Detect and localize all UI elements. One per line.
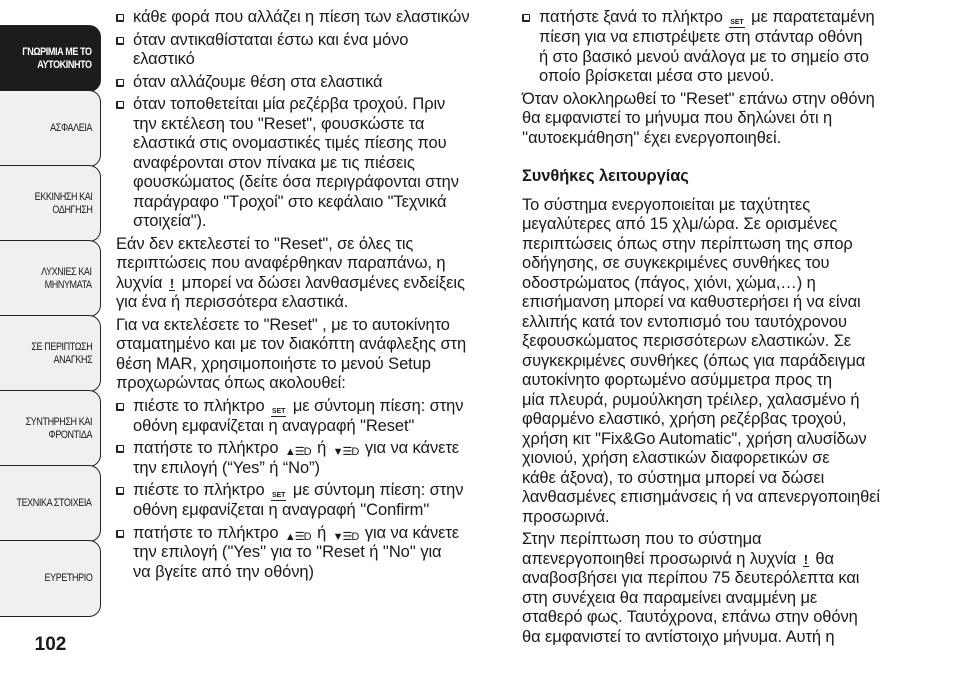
text-line [116,274,516,294]
chapter-tab[interactable] [0,390,101,467]
text-segment: με παρατεταμένη [746,8,875,26]
bullet-square-icon [116,530,124,538]
text-line [522,530,942,550]
text-segment: ή [312,439,331,457]
text-line [522,430,942,450]
text-segment: στη συνέχεια θα παραμείνει αναμμένη με [522,588,818,607]
text-line [522,469,942,489]
text-line [133,524,516,544]
chapter-tab-label: ΕΥΡΕΤΗΡΙΟ [44,572,92,584]
text-line [522,410,942,430]
text-line [116,335,516,355]
text-line [133,481,516,501]
chapter-tab-label: ΓΝΩΡΙΜΙΑ ΜΕ ΤΟ ΑΥΤΟΚΙΝΗΤΟ [22,45,92,71]
chapter-tab[interactable] [0,90,101,167]
text-segment: προχωρώντας όπως ακολουθεί: [116,374,346,392]
text-line [522,254,942,274]
paragraph [116,235,516,313]
text-segment: θέση MAR, χρησιμοποιήστε το μενού Setup [116,354,431,373]
text-line [133,397,516,417]
text-segment: μεγαλύτερες από 15 χλμ/ώρα. Σε ορισμένες [522,215,838,233]
text-line [522,628,942,648]
text-segment: οποίο βρίσκεται μέσα στο μενού. [539,67,775,85]
text-line [522,332,942,352]
text-line [133,417,516,437]
bullet-item [116,73,516,93]
text-segment: λανθασμένες επισημάνσεις ή να απενεργοποιηθεί [522,488,880,506]
text-segment: πατήστε το πλήκτρο [133,439,283,457]
text-segment: φθαρμένο ελαστικό, χρήση ρεζέρβας τροχού, [522,410,847,428]
text-line [133,543,516,563]
text-segment: κάθε άξονα), το σύστημα μπορεί να δώσει [522,468,825,487]
text-segment: χιονιού, χρήση ελαστικών διαφορετικών σε [522,449,830,467]
text-segment: όταν τοποθετείται μία ρεζέρβα τροχού. Πριν [133,95,446,113]
bullet-item [116,481,516,521]
text-line [133,193,516,213]
text-segment: θα [810,549,834,568]
paragraph [116,316,516,394]
text-line [522,569,942,589]
text-line [539,67,942,87]
text-segment: την εκτέλεση του "Reset", φουσκώστε τα [133,114,425,133]
tyre-pressure-warning-icon: ! [169,275,175,291]
text-line [133,563,516,583]
text-line [522,391,942,411]
text-line [522,589,942,609]
chapter-tab[interactable] [0,465,101,542]
bullet-item [116,524,516,583]
text-segment: αυτοκίνητο φορτωμένο ασύμμετρα προς τη [522,371,832,389]
page-number: 102 [34,634,67,655]
chapter-tab-label: ΤΕΧΝΙΚΑ ΣΤΟΙΧΕΙΑ [16,497,92,509]
text-segment: ή στο βασικό μενού ανάλογα με το σημείο στο [539,47,869,66]
bullet-square-icon [116,37,124,45]
chapter-tab[interactable] [0,25,101,92]
text-segment: να βγείτε από την οθόνη) [133,562,314,581]
text-segment: αναφέρονται στον πίνακα με τις πιέσεις [133,153,415,172]
text-line [522,274,942,294]
text-line [133,8,516,28]
text-segment: περιπτώσεις που αναφέρθηκαν παραπάνω, η [116,254,446,272]
text-line [522,167,942,187]
text-line [116,235,516,255]
text-line [522,488,942,508]
paragraph [522,90,942,149]
bullet-item [116,95,516,232]
text-segment: αναβοσβήσει για περίπου 75 δευτερόλεπτα και [522,569,860,587]
text-segment: ''αυτοεκμάθηση'' έχει ενεργοποιηθεί. [522,128,782,147]
text-segment: ξεφουσκώματος περισσότερων ελαστικών. Σε [522,332,852,350]
text-line [133,439,516,459]
right-column [522,8,942,650]
text-line [133,73,516,93]
text-segment: ελαστικά στις ονομαστικές τιμές πίεσης που [133,134,447,152]
up-arrow-button-icon: ▲☰D [284,446,311,458]
text-segment: προσωρινά. [522,507,610,526]
text-segment: για να κάνετε [360,439,460,457]
bullet-square-icon [116,101,124,109]
up-arrow-button-icon: ▲☰D [284,530,311,543]
text-segment: μία πλευρά, ρυμούλκηση τρέιλερ, χαλασμένο ή [522,390,860,409]
text-segment: όταν αλλάζουμε θέση στα ελαστικά [133,72,383,91]
text-segment: Εάν δεν εκτελεστεί το "Reset", σε όλες τις [116,234,414,253]
text-line [522,449,942,469]
text-line [133,154,516,174]
tyre-pressure-warning-icon: ! [803,551,808,567]
text-segment: ελλιπής κατά τον εντοπισμό του ταυτόχρονου [522,312,847,331]
chapter-tab-label: ΣΥΝΤΗΡΗΣΗ ΚΑΙ ΦΡΟΝΤΙΔΑ [25,415,92,441]
text-line [116,355,516,375]
chapter-tab[interactable] [0,165,101,242]
text-segment: απενεργοποιηθεί προσωρινά η λυχνία [522,549,801,568]
paragraph [522,530,942,647]
bullet-item [116,8,516,28]
bullet-square-icon [116,79,124,87]
text-segment: πατήστε ξανά το πλήκτρο [539,8,728,26]
text-segment: την επιλογή (''Yes'' για το ''Reset ή ''No'' για [133,543,442,561]
text-segment: λυχνία [116,273,167,292]
section-heading [522,167,942,187]
text-line [116,374,516,394]
text-line [522,313,942,333]
text-line [522,90,942,110]
text-line [522,196,942,216]
text-segment: κάθε φορά που αλλάζει η πίεση των ελαστικών [133,8,470,26]
text-line [133,31,516,51]
text-segment: συγκεκριμένες συνθήκες (όπως για παράδειγμα [522,351,866,370]
text-segment: στοιχεία"). [133,212,207,230]
text-segment: οθόνη εμφανίζεται η αναγραφή "Reset" [133,416,415,435]
bullet-square-icon [116,445,124,453]
paragraph [522,196,942,528]
set-button-icon: SET [272,407,286,415]
text-segment: πιέστε το πλήκτρο [133,481,270,499]
bullet-square-icon [116,14,124,22]
chapter-tab[interactable] [0,540,101,617]
text-segment: χρήση κιτ "Fix&Go Automatic", χρήση αλυσίδων [522,429,867,448]
bullet-item [116,31,516,70]
text-segment: επισήμανση μπορεί να καθυστερήσει ή να είναι [522,293,861,311]
text-line [133,212,516,232]
text-segment: θα εμφανιστεί το μήνυμα που δηλώνει ότι η [522,109,833,127]
chapter-tabs [0,25,101,617]
text-line [133,95,516,115]
bullet-item [116,397,516,437]
text-segment: οθόνη εμφανίζεται η αναγραφή ''Confirm'' [133,501,430,519]
set-button-icon: SET [272,492,286,499]
text-line [522,550,942,570]
down-arrow-button-icon: ▼☰D [332,530,359,543]
text-segment: για ένα ή περισσότερα ελαστικά. [116,293,349,311]
text-segment: θα εμφανιστεί το αντίστοιχο μήνυμα. Αυτή η [522,627,835,646]
text-segment: όταν αντικαθίσταται έστω και ένα μόνο [133,30,409,49]
chapter-tab[interactable] [0,240,101,317]
bullet-square-icon [116,487,124,495]
chapter-tab-label: ΣΕ ΠΕΡΙΠΤΩΣΗ ΑΝΑΓΚΗΣ [31,340,92,366]
chapter-tab-label: ΑΣΦΑΛΕΙΑ [50,122,92,134]
text-segment: Για να εκτελέσετε το "Reset" , με το αυτοκίνητο [116,315,450,334]
bullet-item [116,439,516,478]
text-line [133,115,516,135]
text-segment: για να κάνετε [360,523,460,542]
text-segment: την επιλογή (“Yes” ή “No”) [133,458,320,477]
text-line [522,371,942,391]
text-segment: με σύντομη πίεση: στην [288,396,464,415]
text-segment: περιπτώσεις όπως στην περίπτωση της σπορ [522,234,853,253]
text-segment: Στην περίπτωση που το σύστημα [522,530,762,548]
text-line [133,501,516,521]
text-line [133,459,516,479]
text-segment: Όταν ολοκληρωθεί το "Reset" επάνω στην οθόνη [522,89,875,108]
set-button-icon: SET [730,19,744,26]
text-line [539,8,942,28]
text-line [522,129,942,149]
text-line [522,215,942,235]
text-line [522,352,942,372]
left-column [116,8,516,585]
text-segment: παράγραφο "Τροχοί" στο κεφάλαιο "Τεχνικά [133,192,447,211]
text-segment: φουσκώματος (δείτε όσα περιγράφονται στην [133,173,459,191]
text-line [133,173,516,193]
text-segment: ελαστικό [133,50,195,68]
text-segment: Το σύστημα ενεργοποιείται με ταχύτητες [522,195,811,214]
text-segment: μπορεί να δώσει λανθασμένες ενδείξεις [177,273,465,292]
text-segment: πίεση για να επιστρέψετε στη στάνταρ οθόνη [539,28,863,46]
text-line [539,28,942,48]
chapter-tab-label: ΕΚΚΙΝΗΣΗ ΚΑΙ ΟΔΗΓΗΣΗ [34,190,92,216]
text-line [522,508,942,528]
down-arrow-button-icon: ▼☰D [332,446,359,458]
text-line [116,293,516,313]
chapter-tab-label: ΛΥΧΝΙΕΣ ΚΑΙ ΜΗΝΥΜΑΤΑ [41,265,92,291]
text-segment: ή [312,523,331,542]
text-line [522,109,942,129]
text-segment: σταθερό φως. Ταυτόχρονα, επάνω στην οθόνη [522,608,858,626]
bullet-item [522,8,942,87]
text-segment: πιέστε το πλήκτρο [133,396,270,415]
text-segment: σταματημένο και με τον διακόπτη ανάφλεξης στη [116,335,467,353]
text-line [522,235,942,255]
text-segment: πατήστε το πλήκτρο [133,523,283,542]
text-line [116,254,516,274]
bullet-square-icon [522,14,530,22]
text-line [133,134,516,154]
text-segment: οδήγησης, σε συγκεκριμένες συνθήκες του [522,254,830,272]
bullet-square-icon [116,403,124,411]
text-segment: Συνθήκες λειτουργίας [522,167,689,185]
text-line [539,48,942,68]
text-line [133,50,516,70]
chapter-tab[interactable] [0,315,101,392]
text-line [522,293,942,313]
text-line [116,316,516,336]
text-line [522,608,942,628]
text-segment: με σύντομη πίεση: στην [288,481,464,499]
text-segment: οδοστρώματος (πάγος, χιόνι, χώμα,…) η [522,273,816,292]
